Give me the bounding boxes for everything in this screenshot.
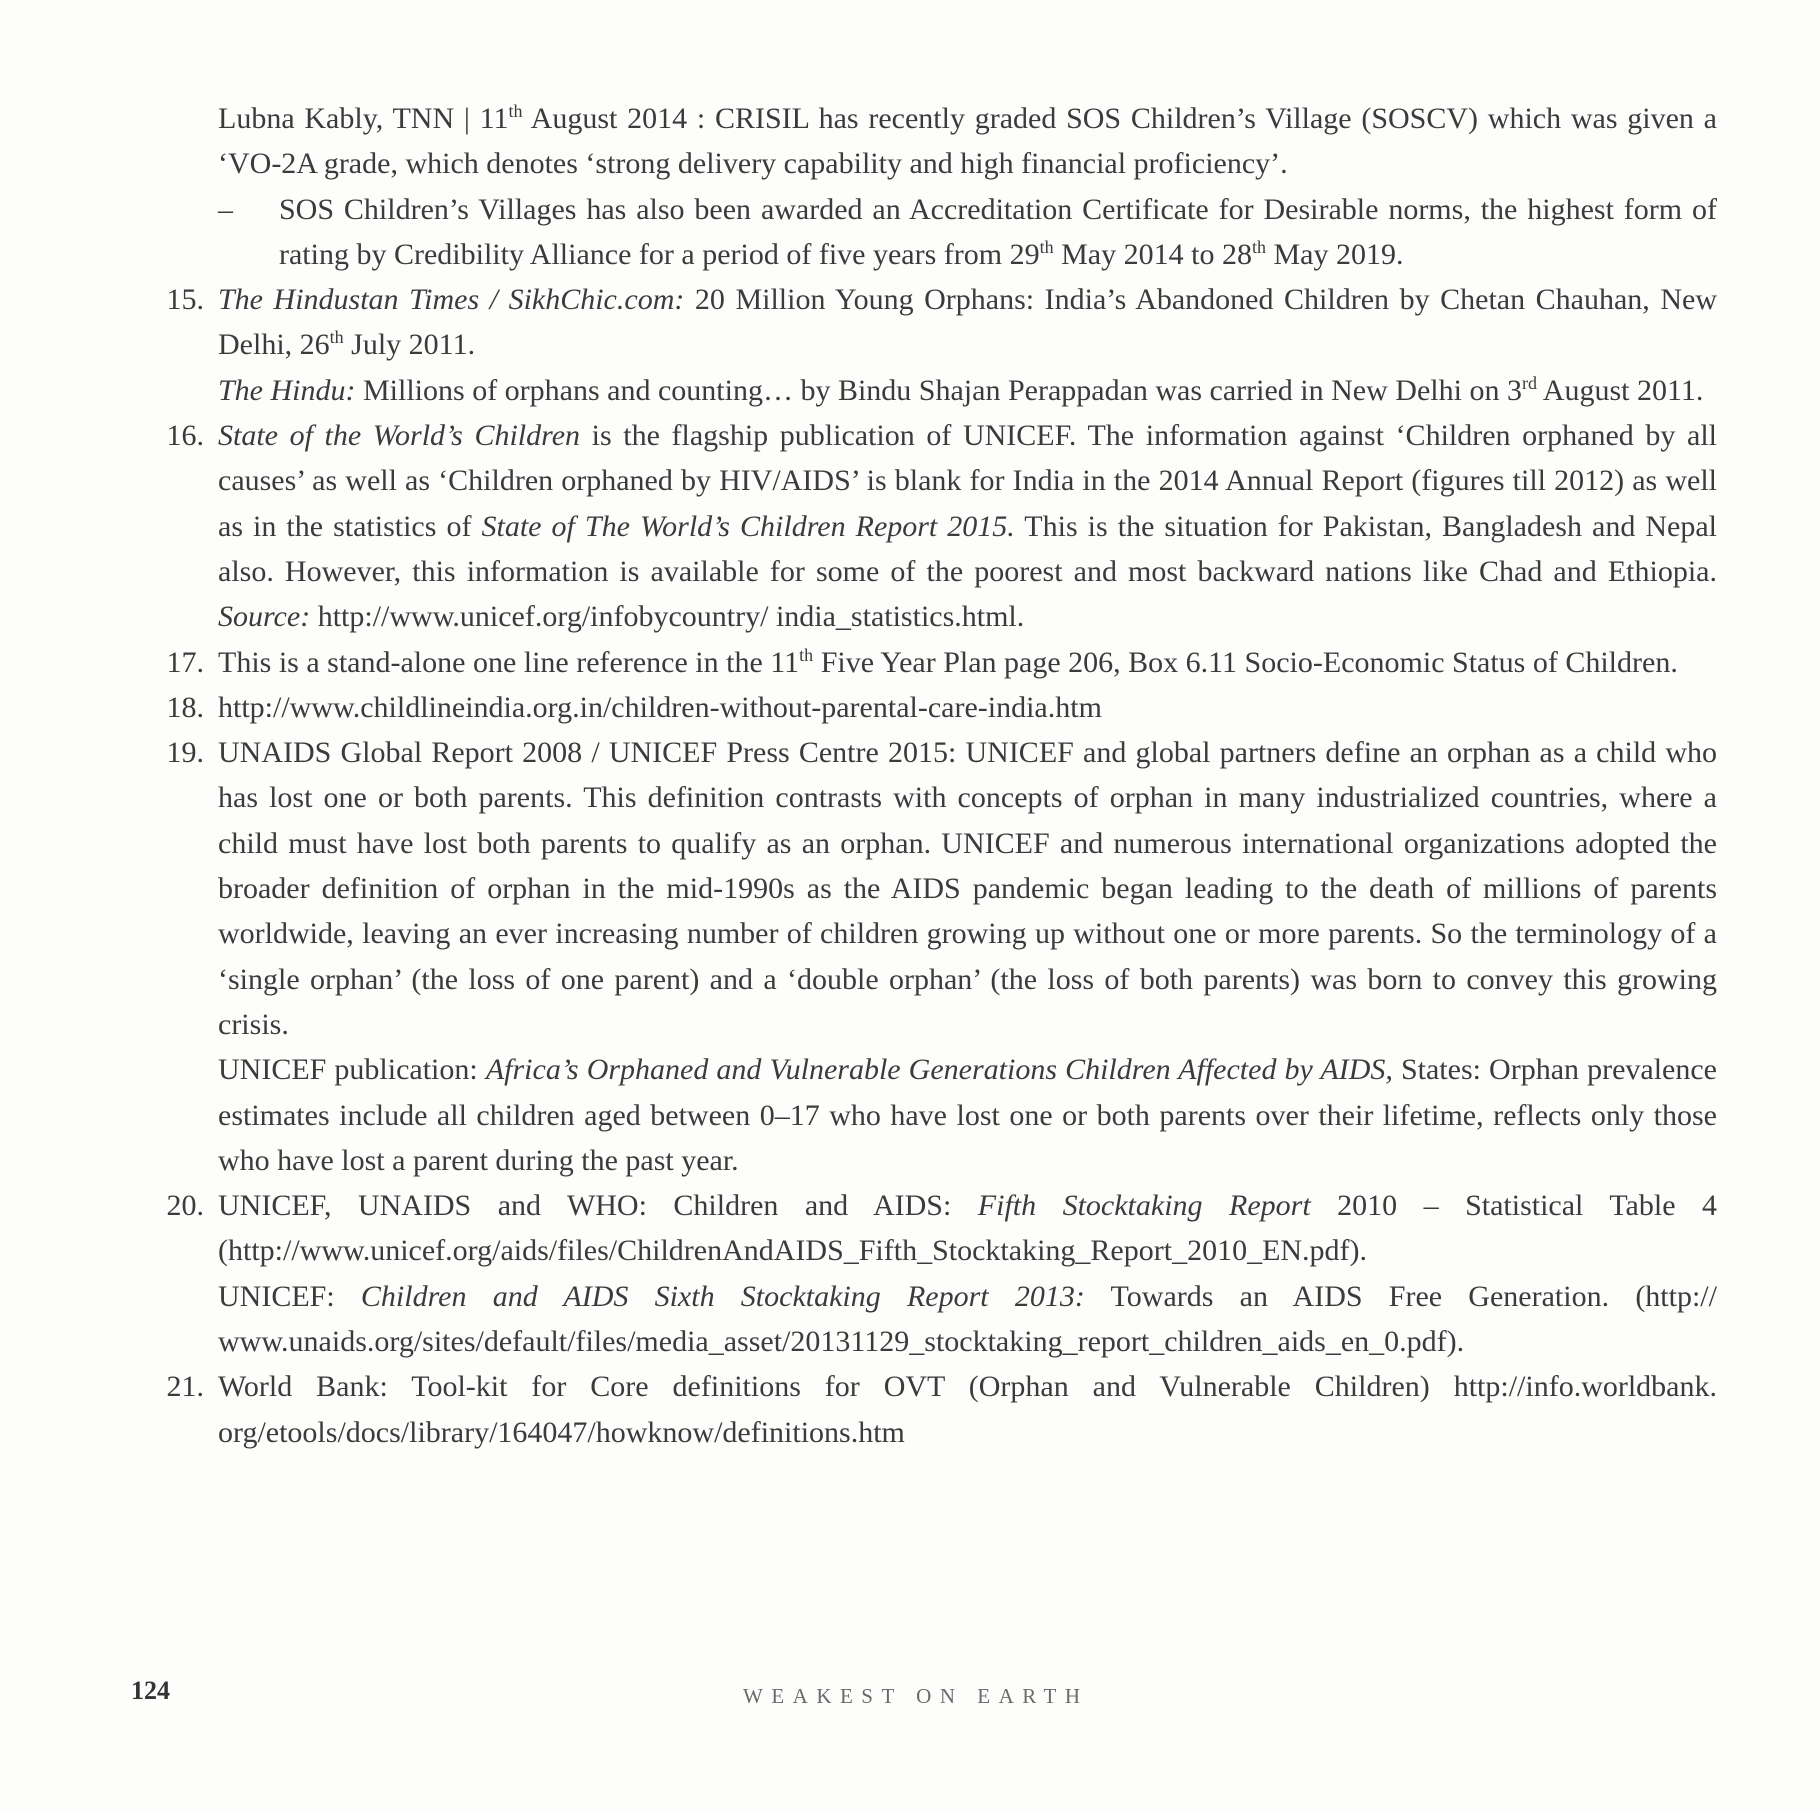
endnote-paragraph [218,640,1717,685]
note-text: UNICEF publication: [218,1053,486,1087]
publication-title: State of The World’s Children Report 2015. [481,509,1015,543]
note-number: 15. [166,283,204,317]
note-number: 21. [166,1370,204,1404]
note-number: 16. [166,419,204,453]
dash-bullet: – [218,192,233,226]
note-text: is the flagship publication of UNICEF. The information against ‘Children orphaned by all causes’ as well as ‘Children orphaned by HIV/AIDS’ is blank for India in the 2014 Annual Report (figures till 2012) as well as in the statistics of [218,419,1717,543]
ordinal-superscript: th [329,327,344,348]
endnote-15 [142,277,1717,413]
endnote-16 [142,413,1717,639]
publication-title: State of the World’s Children [218,419,581,453]
reference-url: http://www.childlineindia.org.in/children-without-parental-care-india.htm [218,690,1102,724]
endnote-paragraph [218,277,1717,368]
running-title: WEAKEST ON EARTH [743,1684,1089,1708]
note-number: 18. [166,690,204,724]
note-text: July 2011. [343,328,476,362]
note-number: 19. [166,736,204,770]
publication-title: Children and AIDS Sixth Stocktaking Report 2013: [360,1279,1085,1313]
note-text: Five Year Plan page 206, Box 6.11 Socio-Economic Status of Children. [813,645,1678,679]
dash-list-item [218,187,1717,278]
endnote-18 [142,685,1717,730]
note-text: Lubna Kably, TNN | 11 [218,102,509,135]
ordinal-superscript: th [508,101,523,121]
endnote-paragraph: World Bank: Tool-kit for Core definitions for OVT (Orphan and Vulnerable Children) http://info.worldbank. org/etools/docs/library/164047/howknow/definitions.htm [218,1370,1717,1449]
note-text: Millions of orphans and counting… by Bindu Shajan Perappadan was carried in New Delhi on 3 [355,373,1522,407]
ordinal-superscript: th [1251,236,1266,257]
note-text: UNICEF, UNAIDS and WHO: Children and AIDS: [218,1189,978,1223]
note-number: 20. [166,1189,204,1223]
publication-title: Africa’s Orphaned and Vulnerable Generations Children Affected by AIDS, [485,1053,1393,1087]
endnote-paragraph [218,1274,1717,1365]
note-text: States: Orphan prevalence estimates include all children aged between 0–17 who have lost one or both parents over their lifetime, reflects only those who have lost a parent during the past year. [218,1053,1717,1177]
endnote-paragraph [218,413,1717,639]
endnote-paragraph: UNAIDS Global Report 2008 / UNICEF Press Centre 2015: UNICEF and global partners define an orphan as a child who has lost one or both parents. This definition contrasts with concepts of orphan in many industrialized countries, where a child must have lost both parents to qualify as an orphan. UNICEF and numerous international organizations adopted the broader definition of orphan in the mid-1990s as the AIDS pandemic began leading to the death of millions of parents worldwide, leaving an ever increasing number of children growing up without one or more parents. So the terminology of a ‘single orphan’ (the loss of one parent) and a ‘double orphan’ (the loss of both parents) was born to convey this growing crisis. [218,736,1717,1041]
note-text: This is the situation for Pakistan, Bangladesh and Nepal also. However, this information is available for some of the poorest and most backward nations like Chad and Ethiopia. [218,509,1717,588]
endnote-17 [142,640,1717,685]
ordinal-superscript: th [1039,236,1054,257]
source-label: Source: [218,600,311,634]
publication-title: Fifth Stocktaking Report [977,1189,1311,1223]
note-text: 20 Million Young Orphans: India’s Abandoned Children by Chetan Chauhan, New Delhi, 26 [218,283,1717,362]
note-number: 17. [166,645,204,679]
endnote-19 [142,730,1717,1183]
page-number: 124 [131,1676,170,1705]
publication-title: The Hindu: [218,373,356,407]
endnote-21 [142,1364,1717,1455]
note-text: SOS Children’s Villages has also been awarded an Accreditation Certificate for Desirable norms, the highest form of rating by Credibility Alliance for a period of five years from 29 [279,192,1717,271]
endnote-paragraph [218,1183,1717,1274]
endnote-14-continuation [142,96,1717,277]
ordinal-superscript: rd [1521,372,1537,393]
endnote-20 [142,1183,1717,1364]
endnote-paragraph [218,368,1717,413]
endnotes-list [142,96,1717,1455]
note-text: 2010 – Statistical Table 4 (http://www.unicef.org/aids/files/ChildrenAndAIDS_Fifth_Stocktaking_Report_2010_EN.pdf). [218,1189,1717,1268]
note-text: Towards an AIDS Free Generation. (http:// www.unaids.org/sites/default/files/media_asset/20131129_stocktaking_report_children_aids_en_0.pdf). [218,1279,1717,1359]
ordinal-superscript: th [799,644,814,665]
note-text: May 2014 to 28 [1053,237,1252,271]
endnote-paragraph [218,96,1717,187]
note-text: UNICEF: [218,1279,361,1313]
publication-title: The Hindustan Times / SikhChic.com: [218,283,685,317]
note-text: http://www.unicef.org/infobycountry/ india_statistics.html. [310,600,1025,634]
note-text: May 2019. [1265,237,1404,271]
endnote-paragraph [218,1047,1717,1183]
note-text: August 2014 : CRISIL has recently graded SOS Children’s Village (SOSCV) which was given a ‘VO-2A grade, which denotes ‘strong delivery capability and high financial proficiency’. [218,102,1717,181]
note-text: This is a stand-alone one line reference in the 11 [218,645,800,679]
note-text: August 2011. [1536,373,1704,407]
